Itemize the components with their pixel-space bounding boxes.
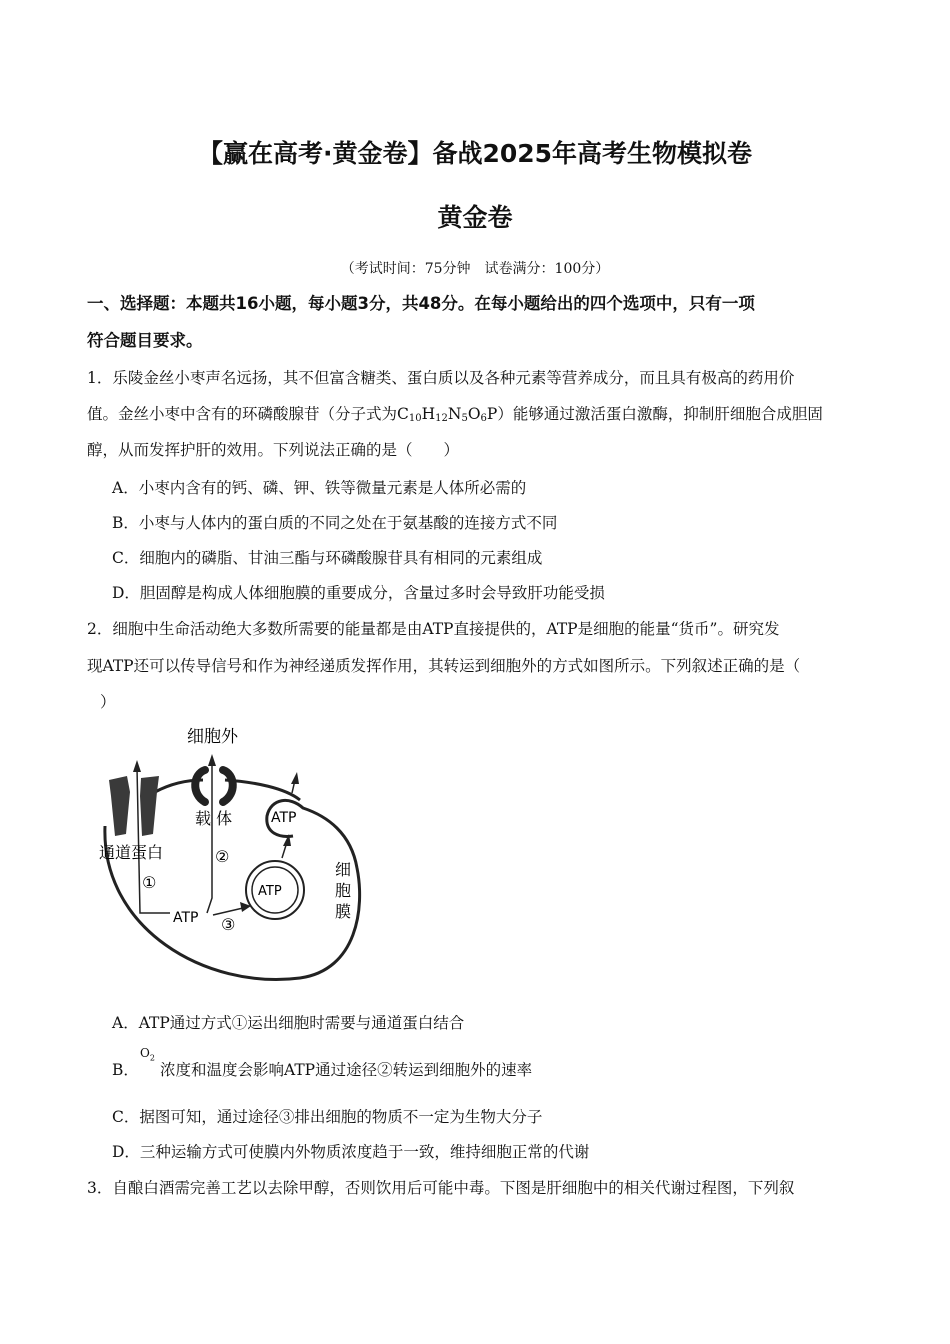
channel-protein-left <box>109 776 130 836</box>
path-2-arrow <box>207 762 212 913</box>
exam-info: （考试时间：75分钟 试卷满分：100分） <box>340 261 610 277</box>
carrier-protein-left <box>195 770 205 802</box>
path-2-arrowhead <box>208 754 216 766</box>
q1-stem-line3: 醇，从而发挥护肝的效用。下列说法正确的是（ ） <box>87 441 460 459</box>
q1-stem-pre: 值。金丝小枣中含有的环磷酸腺苷（分子式为C <box>87 405 409 423</box>
formula-o: O <box>467 405 481 423</box>
q1-stem-post: P）能够通过激活蛋白激酶，抑制肝细胞合成胆固 <box>486 405 823 423</box>
formula-n: N <box>447 405 462 423</box>
formula-sub-12: 12 <box>435 413 448 424</box>
o2-subscript: 2 <box>149 1053 155 1063</box>
o2-letter: O <box>140 1046 150 1060</box>
label-path-2: ② <box>215 847 230 866</box>
label-atp-inner: ATP <box>173 910 199 926</box>
label-membrane-2: 胞 <box>335 881 352 900</box>
label-channel: 通道蛋白 <box>99 843 164 862</box>
formula-sub-5: 5 <box>461 413 468 424</box>
q3-stem-line1: 3．自酿白酒需完善工艺以去除甲醇，否则饮用后可能中毒。下图是肝细胞中的相关代谢过程图，下列叙 <box>87 1179 795 1197</box>
path-1-arrowhead <box>133 760 141 772</box>
q1-stem-line2 <box>87 402 877 424</box>
label-path-1: ① <box>142 873 157 892</box>
label-path-3: ③ <box>221 915 236 934</box>
exam-title: 【赢在高考·黄金卷】备战2025年高考生物模拟卷 <box>197 139 753 168</box>
q1-stem-line1: 1．乐陵金丝小枣声名远扬，其不但富含糖类、蛋白质以及各种元素等营养成分，而且具有极高的药用价 <box>87 369 795 387</box>
q2-stem-line2: 现ATP还可以传导信号和作为神经递质发挥作用，其转运到细胞外的方式如图所示。下列叙述正确的是（ <box>87 657 801 675</box>
section-heading-line2: 符合题目要求。 <box>87 331 203 350</box>
q2-option-b-prefix: B． <box>112 1061 139 1079</box>
atp-out-arrowhead <box>291 772 299 784</box>
label-atp-out: ATP <box>271 810 297 826</box>
formula-sub-10: 10 <box>408 413 422 424</box>
q2-stem-line1: 2．细胞中生命活动绝大多数所需要的能量都是由ATP直接提供的，ATP是细胞的能量“货币”。研究发 <box>87 620 780 638</box>
q2-option-b-text: 浓度和温度会影响ATP通过途径②转运到细胞外的速率 <box>160 1061 533 1079</box>
carrier-protein-right <box>223 770 233 802</box>
label-outside: 细胞外 <box>187 727 238 747</box>
path-3-arrow <box>213 908 243 915</box>
label-atp-vesicle: ATP <box>258 884 282 899</box>
q2-option-c: C．据图可知，通过途径③排出细胞的物质不一定为生物大分子 <box>112 1108 543 1126</box>
label-membrane-1: 细 <box>335 860 352 879</box>
label-membrane-3: 膜 <box>335 902 352 921</box>
channel-protein-right <box>140 776 159 836</box>
label-carrier: 载 体 <box>195 809 233 828</box>
formula-h: H <box>421 405 436 423</box>
q1-option-b: B．小枣与人体内的蛋白质的不同之处在于氨基酸的连接方式不同 <box>112 514 558 532</box>
o2-symbol <box>140 1046 155 1062</box>
q1-option-a: A．小枣内含有的钙、磷、钾、铁等微量元素是人体所必需的 <box>112 479 527 497</box>
q2-stem-line3: ） <box>100 693 116 711</box>
exam-subtitle: 黄金卷 <box>437 203 513 232</box>
q1-option-c: C．细胞内的磷脂、甘油三酯与环磷酸腺苷具有相同的元素组成 <box>112 549 543 567</box>
atp-transport-diagram <box>95 718 375 993</box>
formula-sub-6: 6 <box>480 413 487 424</box>
q1-option-d: D．胆固醇是构成人体细胞膜的重要成分，含量过多时会导致肝功能受损 <box>112 584 605 602</box>
q2-option-d: D．三种运输方式可使膜内外物质浓度趋于一致，维持细胞正常的代谢 <box>112 1143 590 1161</box>
section-heading-line1: 一、选择题：本题共16小题，每小题3分，共48分。在每小题给出的四个选项中，只有一项 <box>87 294 755 313</box>
q2-option-a: A．ATP通过方式①运出细胞时需要与通道蛋白结合 <box>112 1014 465 1032</box>
